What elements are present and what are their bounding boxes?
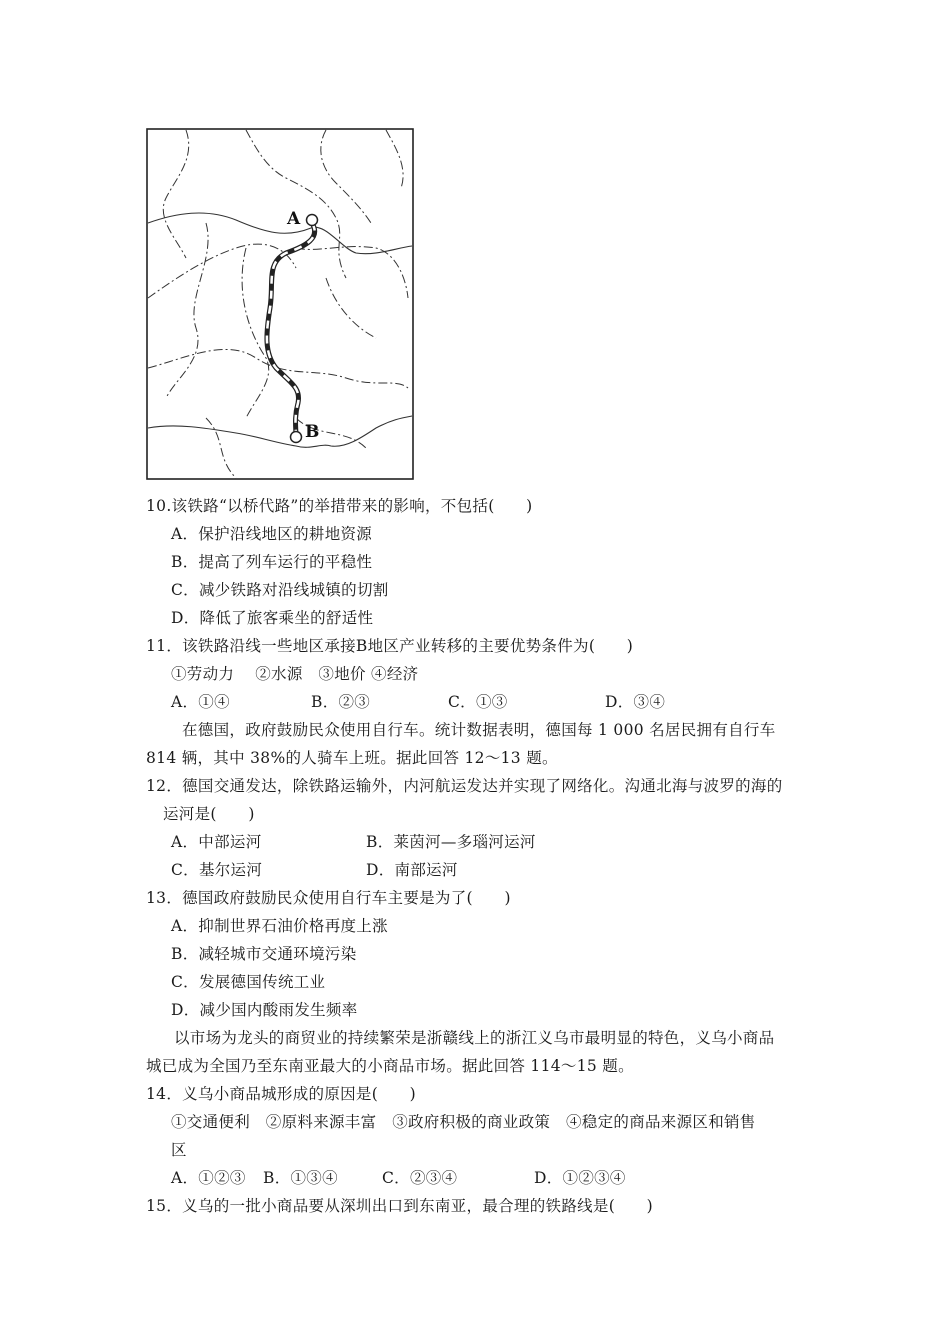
q15-stem: 15．义乌的一批小商品要从深圳出口到东南亚，最合理的铁路线是( ) (146, 1197, 654, 1215)
q11-option-b[interactable]: B．②③ (311, 693, 371, 711)
q14-stem: 14．义乌小商品城形成的原因是( ) (146, 1085, 417, 1103)
q14-option-a[interactable]: A．①②③ (171, 1169, 246, 1187)
q13-option-a[interactable]: A．抑制世界石油价格再度上涨 (171, 917, 388, 935)
q12-options-row2 (171, 860, 458, 880)
q10-option-a[interactable]: A．保护沿线地区的耕地资源 (171, 525, 373, 543)
q14-option-b[interactable]: B．①③④ (263, 1169, 338, 1187)
q10-stem: 10.该铁路“以桥代路”的举措带来的影响，不包括( ) (146, 497, 533, 515)
q14-option-c[interactable]: C．②③④ (382, 1169, 458, 1187)
q13-option-d[interactable]: D．减少国内酸雨发生频率 (171, 1001, 358, 1019)
q13-option-b[interactable]: B．减轻城市交通环境污染 (171, 945, 357, 963)
q12-option-d[interactable]: D．南部运河 (366, 861, 458, 879)
q11-option-c[interactable]: C．①③ (448, 693, 508, 711)
q13-option-c[interactable]: C．发展德国传统工业 (171, 973, 326, 991)
q13-stem: 13．德国政府鼓励民众使用自行车主要是为了( ) (146, 889, 511, 907)
q11-option-d[interactable]: D．③④ (605, 693, 666, 711)
q12-options-row1 (171, 832, 536, 852)
passage2-line1: 以市场为龙头的商贸业的持续繁荣是浙赣线上的浙江义乌市最明显的特色，义乌小商品 (174, 1029, 775, 1047)
q10-option-d[interactable]: D．降低了旅客乘坐的舒适性 (171, 609, 374, 627)
station-b-label: B (305, 422, 320, 442)
q11-options (171, 692, 665, 712)
q12-option-b[interactable]: B．莱茵河—多瑙河运河 (366, 833, 536, 851)
q14-options (171, 1168, 626, 1188)
q14-items-line2: 区 (171, 1141, 187, 1159)
passage2-line2: 城已成为全国乃至东南亚最大的小商品市场。据此回答 114～15 题。 (146, 1057, 634, 1075)
q10-option-b[interactable]: B．提高了列车运行的平稳性 (171, 553, 373, 571)
passage1-line1: 在德国，政府鼓励民众使用自行车。统计数据表明，德国每 1 000 名居民拥有自行车 (182, 721, 776, 739)
q14-items-line1: ①交通便利 ②原料来源丰富 ③政府积极的商业政策 ④稳定的商品来源区和销售 (171, 1113, 756, 1131)
q11-stem: 11．该铁路沿线一些地区承接B地区产业转移的主要优势条件为( ) (146, 637, 634, 655)
station-b-marker (291, 432, 302, 443)
q14-option-d[interactable]: D．①②③④ (534, 1169, 626, 1187)
q12-option-a[interactable]: A．中部运河 (171, 833, 262, 851)
q12-option-c[interactable]: C．基尔运河 (171, 861, 263, 879)
q12-stem-line2: 运河是( ) (163, 805, 255, 823)
q11-items: ①劳动力 ②水源 ③地价 ④经济 (171, 665, 419, 683)
station-a-marker (307, 215, 318, 226)
q12-stem-line1: 12．德国交通发达，除铁路运输外，内河航运发达并实现了网络化。沟通北海与波罗的海的 (146, 777, 783, 795)
q10-option-c[interactable]: C．减少铁路对沿线城镇的切割 (171, 581, 389, 599)
q11-option-a[interactable]: A．①④ (171, 693, 230, 711)
station-a-label: A (287, 209, 301, 229)
railway-map (146, 128, 414, 480)
passage1-line2: 814 辆，其中 38%的人骑车上班。据此回答 12～13 题。 (146, 749, 558, 767)
